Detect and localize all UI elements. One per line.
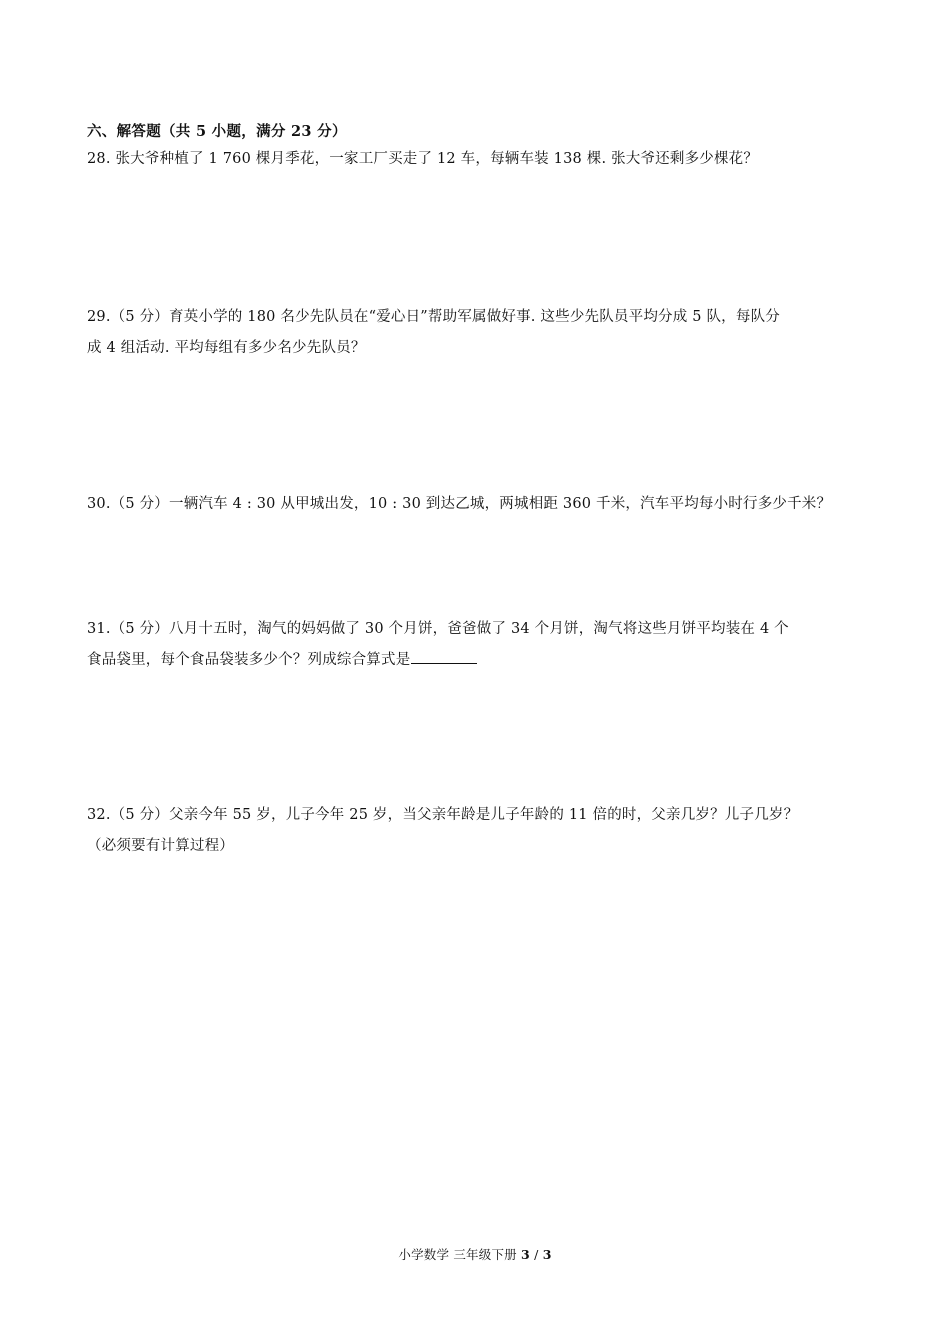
answer-blank xyxy=(411,649,477,664)
question-31 xyxy=(87,614,867,676)
question-text: 30.（5 分）一辆汽车 4 : 30 从甲城出发，10 : 30 到达乙城，两城相距 360 千米，汽车平均每小时行多少千米？ xyxy=(87,496,832,512)
question-30 xyxy=(87,489,867,520)
footer-page-number: 3 xyxy=(521,1247,530,1262)
footer-separator: / xyxy=(529,1247,543,1262)
question-text: 32.（5 分）父亲今年 55 岁，儿子今年 25 岁，当父亲年龄是儿子年龄的 11 倍的时，父亲几岁？儿子几岁？ xyxy=(87,807,799,823)
question-text: 食品袋里，每个食品袋装多少个？列成综合算式是 xyxy=(87,652,411,668)
question-32 xyxy=(87,800,867,862)
question-text: 成 4 组活动. 平均每组有多少名少先队员？ xyxy=(87,340,366,356)
question-text: （必须要有计算过程） xyxy=(87,838,234,854)
question-line-with-blank xyxy=(87,645,867,676)
question-text: 29.（5 分）育英小学的 180 名少先队员在“爱心日”帮助军属做好事. 这些少先队员平均分成 5 队，每队分 xyxy=(87,309,780,325)
question-29 xyxy=(87,302,867,364)
footer-page-total: 3 xyxy=(542,1247,552,1262)
question-28 xyxy=(87,144,867,175)
question-text: 28. 张大爷种植了 1 760 棵月季花，一家工厂买走了 12 车，每辆车装 138 棵. 张大爷还剩多少棵花？ xyxy=(87,151,759,167)
section-title: 六、解答题（共 5 小题，满分 23 分） xyxy=(87,123,347,140)
footer-label: 小学数学 三年级下册 xyxy=(398,1247,522,1262)
page-footer xyxy=(0,1245,950,1263)
question-text: 31.（5 分）八月十五时，淘气的妈妈做了 30 个月饼，爸爸做了 34 个月饼，淘气将这些月饼平均装在 4 个 xyxy=(87,621,789,637)
